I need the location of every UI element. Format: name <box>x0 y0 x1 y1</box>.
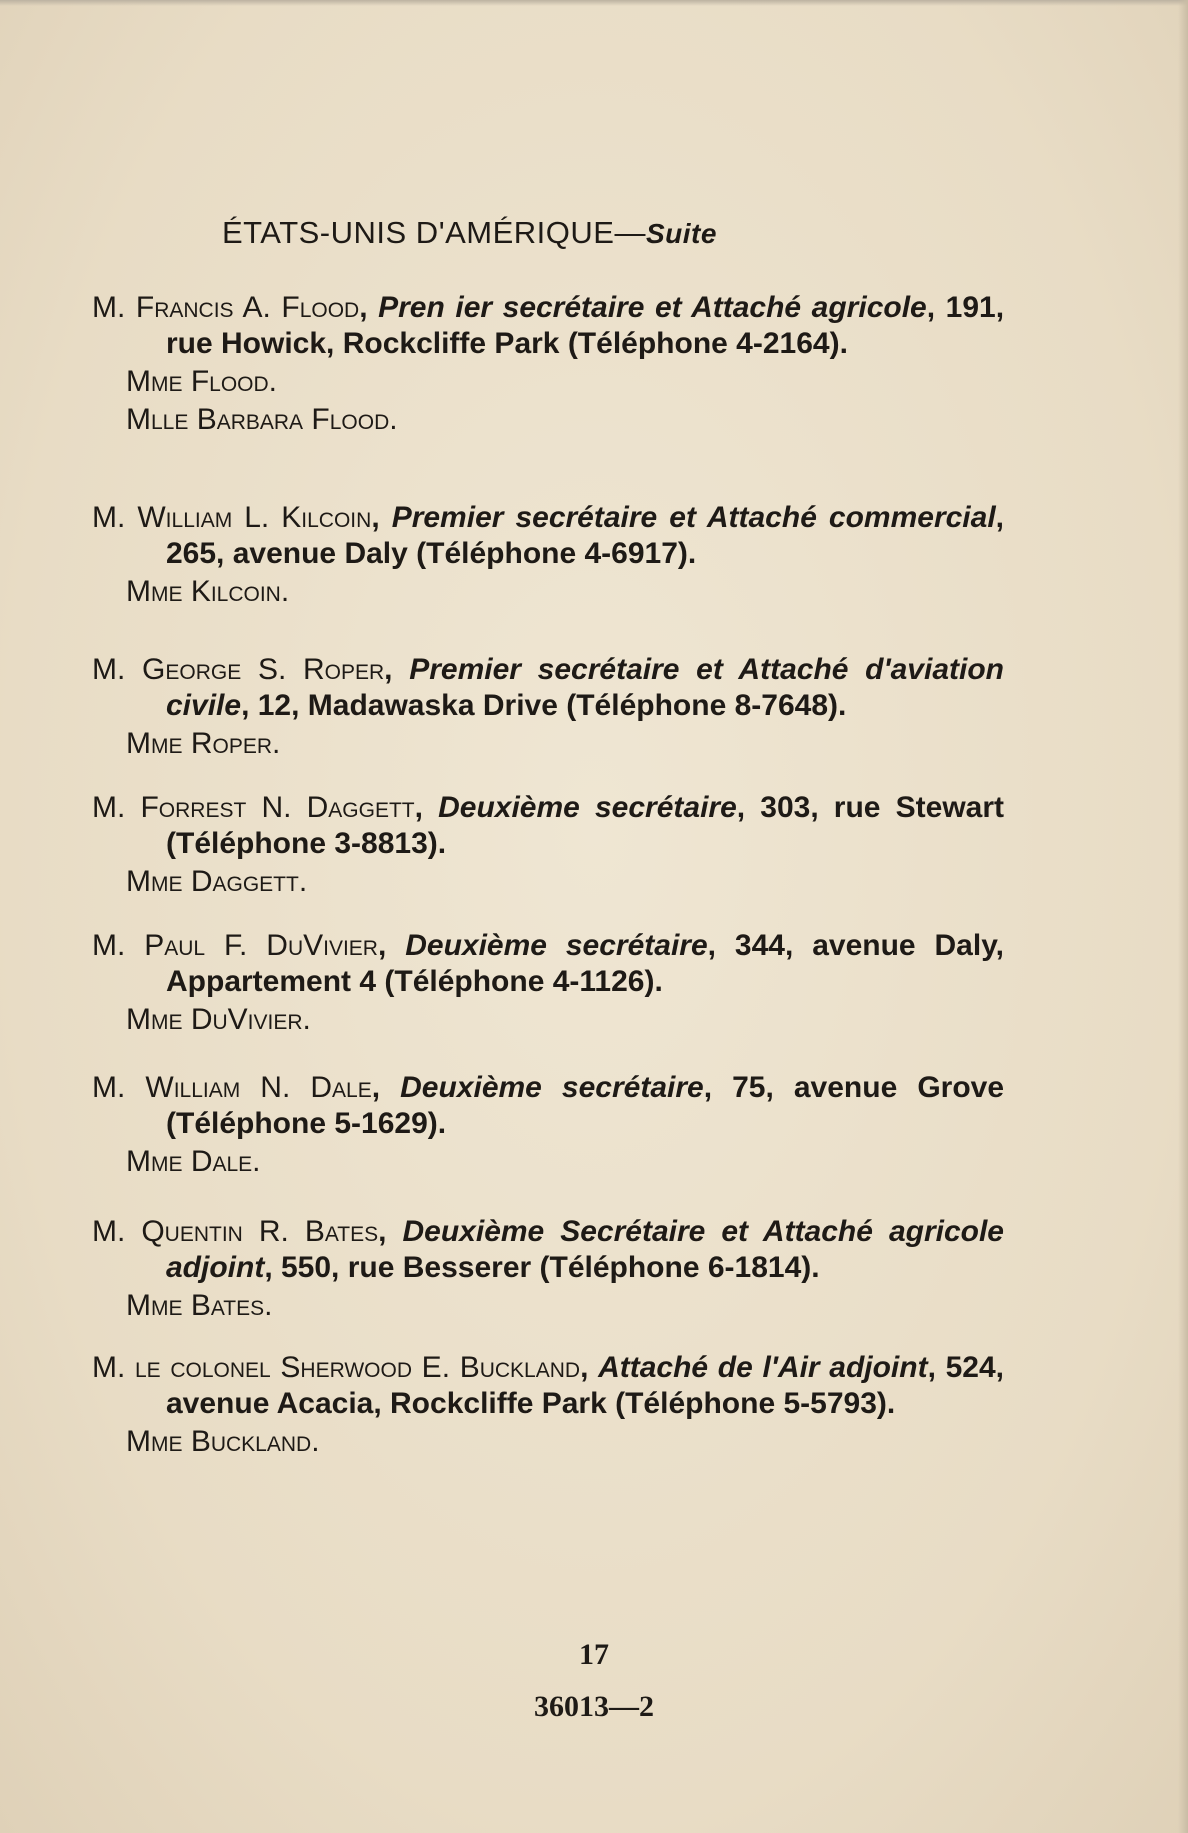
entry-honorific: M. <box>92 291 126 324</box>
entry-name: Quentin R. Bates <box>141 1215 379 1248</box>
entry-details: 265, avenue Daly (Téléphone 4-6917). <box>166 537 697 570</box>
entry-name: George S. Roper <box>142 653 385 686</box>
diplomat-entry <box>92 1350 1004 1460</box>
entry-details: 303, rue Stewart (Téléphone 3-8813). <box>166 791 1004 860</box>
entry-name: William N. Dale <box>145 1071 372 1104</box>
entry-main-line: M. William L. Kilcoin, Premier secrétaire et Attaché commercial, 265, avenue Daly (Téléphone 4-6917). <box>92 501 1005 570</box>
entry-spouse: Mme Dale. <box>126 1145 261 1178</box>
entry-title: Premier secrétaire et Attaché d'aviation civile <box>166 653 1004 722</box>
diplomat-entry <box>92 790 1004 900</box>
page-number: 17 <box>579 1638 609 1671</box>
page-heading <box>222 215 717 251</box>
entry-spouse: Mme Roper. <box>126 727 281 760</box>
entry-name: William L. Kilcoin <box>137 501 372 534</box>
diplomat-entry <box>92 1070 1004 1180</box>
entry-title: Deuxième secrétaire <box>405 929 708 962</box>
entry-main-line: M. Forrest N. Daggett, Deuxième secrétaire, 303, rue Stewart (Téléphone 3-8813). <box>92 791 1004 860</box>
diplomat-entry <box>92 928 1004 1038</box>
heading-main: ÉTATS-UNIS D'AMÉRIQUE— <box>222 215 646 250</box>
entry-details: 524, avenue Acacia, Rockcliffe Park (Téléphone 5-5793). <box>166 1351 1004 1420</box>
heading-continuation: Suite <box>645 218 717 249</box>
diplomat-entry <box>92 500 1004 610</box>
entry-spouse: Mlle Barbara Flood. <box>126 403 398 436</box>
entry-name: Francis A. Flood <box>135 291 360 324</box>
entry-honorific: M. <box>92 791 126 824</box>
entry-spouse: Mme Flood. <box>126 365 277 398</box>
entry-title: Premier secrétaire et Attaché commercial <box>391 501 996 534</box>
entry-title: Pren ier secrétaire et Attaché agricole <box>378 291 927 324</box>
entry-honorific: M. <box>92 929 126 962</box>
entry-main-line: M. Paul F. DuVivier, Deuxième secrétaire, 344, avenue Daly, Appartement 4 (Téléphone 4-1126). <box>92 929 1004 998</box>
entry-main-line: M. George S. Roper, Premier secrétaire et Attaché d'aviation civile, 12, Madawaska Drive (Téléphone 8-7648). <box>92 653 1004 722</box>
page-right-edge <box>1178 0 1188 1833</box>
entry-details: 191, rue Howick, Rockcliffe Park (Téléphone 4-2164). <box>166 291 1005 360</box>
entry-spouse: Mme DuVivier. <box>126 1003 311 1036</box>
print-code: 36013—2 <box>534 1690 654 1723</box>
entry-name: Paul F. DuVivier <box>144 929 378 962</box>
entry-honorific: M. <box>92 1071 126 1104</box>
entry-spouse: Mme Daggett. <box>126 865 308 898</box>
entry-main-line: M. Quentin R. Bates, Deuxième Secrétaire et Attaché agricole adjoint, 550, rue Besserer (Téléphone 6-1814). <box>92 1215 1004 1284</box>
entry-details: 344, avenue Daly, Appartement 4 (Téléphone 4-1126). <box>166 929 1004 998</box>
entry-spouse: Mme Buckland. <box>126 1425 320 1458</box>
entry-title: Deuxième secrétaire <box>400 1071 704 1104</box>
entry-details: 12, Madawaska Drive (Téléphone 8-7648). <box>257 689 847 722</box>
entry-honorific: M. <box>92 653 126 686</box>
entry-title: Attaché de l'Air adjoint <box>598 1351 928 1384</box>
page-top-edge <box>0 0 1188 6</box>
entry-honorific: M. <box>92 501 126 534</box>
entry-title: Deuxième secrétaire <box>438 791 737 824</box>
diplomat-entry <box>92 290 1004 438</box>
entry-name: Forrest N. Daggett <box>140 791 415 824</box>
entry-details: 550, rue Besserer (Téléphone 6-1814). <box>281 1251 820 1284</box>
entry-spouse: Mme Kilcoin. <box>126 575 290 608</box>
entry-details: 75, avenue Grove (Téléphone 5-1629). <box>166 1071 1005 1140</box>
entry-honorific: M. <box>92 1215 126 1248</box>
entry-title: Deuxième Secrétaire et Attaché agricole adjoint <box>166 1215 1004 1284</box>
entry-main-line: M. le colonel Sherwood E. Buckland, Attaché de l'Air adjoint, 524, avenue Acacia, Rockcliffe Park (Téléphone 5-5793). <box>92 1351 1004 1420</box>
entry-main-line: M. Francis A. Flood, Pren ier secrétaire et Attaché agricole, 191, rue Howick, Rockcliffe Park (Téléphone 4-2164). <box>92 291 1005 360</box>
entry-honorific: M. <box>92 1351 126 1384</box>
diplomat-entry <box>92 652 1004 762</box>
entry-spouse: Mme Bates. <box>126 1289 273 1322</box>
diplomat-entry <box>92 1214 1004 1324</box>
entry-main-line: M. William N. Dale, Deuxième secrétaire, 75, avenue Grove (Téléphone 5-1629). <box>92 1071 1005 1140</box>
entry-name: le colonel Sherwood E. Buckland <box>135 1351 581 1384</box>
